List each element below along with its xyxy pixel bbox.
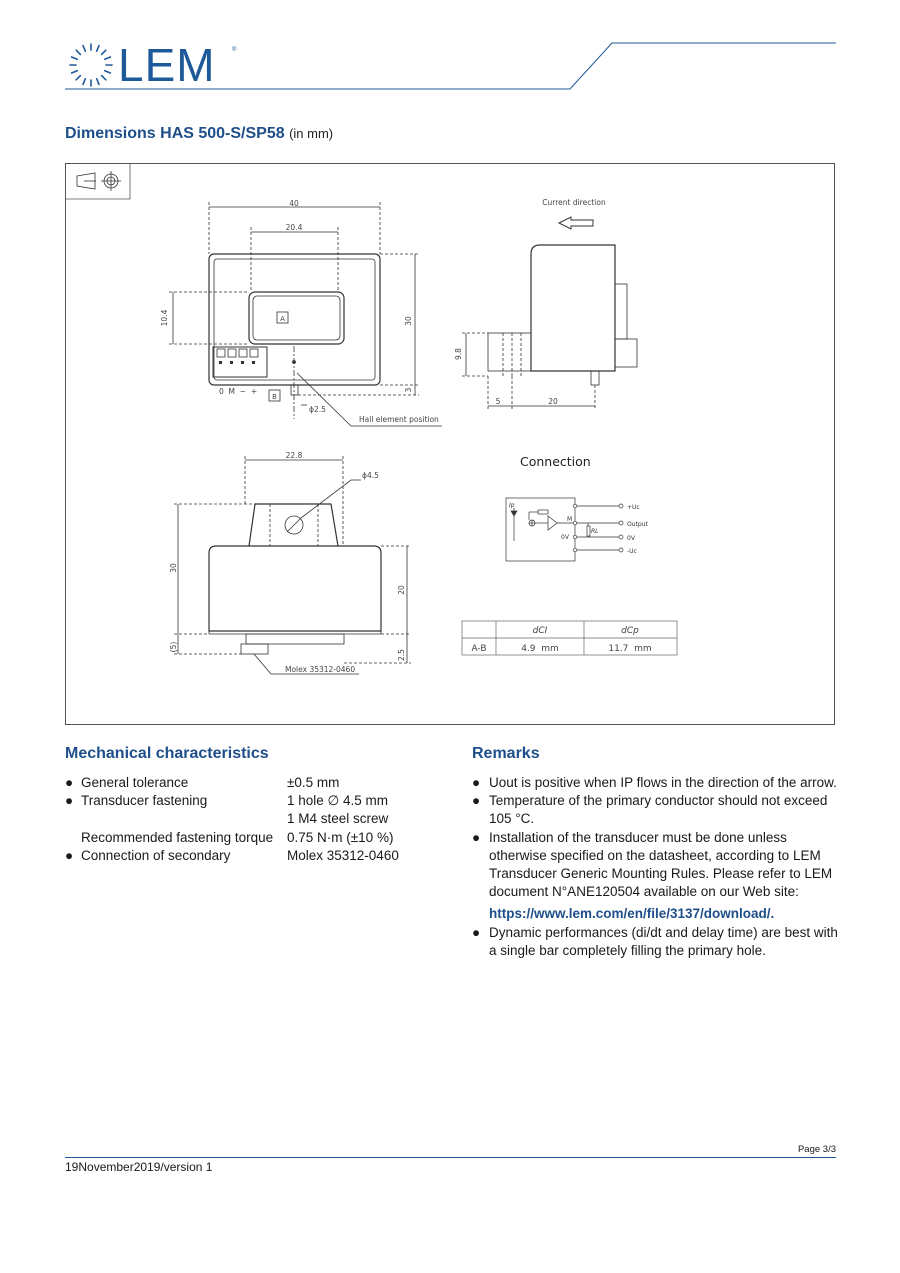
- mechanical-list: [65, 774, 445, 865]
- label-b: B: [272, 393, 277, 401]
- table-header-dcp: dCp: [621, 626, 639, 636]
- table-cell: A-B: [471, 644, 487, 654]
- remarks-heading: Remarks: [472, 745, 540, 762]
- remarks-list: [472, 774, 842, 960]
- drawing-svg: [66, 164, 836, 726]
- list-item: [65, 810, 445, 828]
- item-label: [81, 810, 287, 828]
- side-view: [462, 217, 637, 410]
- table-header-dci: dCI: [532, 626, 548, 636]
- remark-text: Installation of the transducer must be done unless otherwise specified on the datasheet, according to LEM Transducer Generic Mounting Rules. Please refer to LEM document N°ANE120504 available on our Web site:: [489, 829, 833, 900]
- item-value: 0.75 N·m (±10 %): [287, 829, 394, 845]
- dim-3: 3: [404, 387, 413, 393]
- dimension-drawing: [65, 163, 835, 725]
- dim-30: 30: [404, 316, 413, 326]
- list-item: [65, 847, 445, 865]
- dim-5-front: (5): [169, 641, 178, 653]
- logo-text: LEM: [118, 39, 216, 91]
- bullet: ●: [65, 775, 74, 790]
- page-number: Page 3/3: [797, 1144, 836, 1155]
- dim-2-5: 2.5: [397, 649, 406, 661]
- dim-phi-4-5: ϕ4.5: [362, 471, 379, 480]
- bullet: [65, 829, 81, 847]
- bullet: ●: [472, 924, 481, 940]
- dim-20-4: 20.4: [285, 223, 303, 232]
- dim-phi-2-5: ϕ2.5: [309, 405, 326, 414]
- item-label: Recommended fastening torque: [81, 829, 274, 845]
- bullet: ●: [472, 793, 481, 809]
- remark-text: Uout is positive when IP flows in the direction of the arrow.: [489, 775, 837, 790]
- bullet: ●: [472, 829, 481, 845]
- title-unit: (in mm): [289, 126, 334, 141]
- front-view: [174, 456, 411, 674]
- conn-output: Output: [627, 521, 648, 528]
- page-title: [65, 125, 333, 143]
- remark-text: Dynamic performances (di/dt and delay time) are best with a single bar completely filling the primary hole.: [489, 924, 838, 958]
- connection-title: Connection: [520, 454, 591, 469]
- item-value: 1 M4 steel screw: [287, 811, 389, 827]
- dim-10-4: 10.4: [160, 309, 169, 327]
- item-label: General tolerance: [81, 775, 189, 790]
- item-label: Connection of secondary: [81, 847, 231, 863]
- remark-text: Temperature of the primary conductor should not exceed 105 °C.: [489, 793, 828, 827]
- item-value: Molex 35312-0460: [287, 847, 399, 863]
- current-direction-label: Current direction: [542, 198, 606, 207]
- dim-30-front: 30: [169, 563, 178, 573]
- dim-40: 40: [289, 199, 299, 208]
- conn-rl: RL: [591, 528, 599, 535]
- item-value: ±0.5 mm: [287, 775, 340, 790]
- bullet: ●: [65, 793, 74, 809]
- logo-registered: ®: [232, 47, 237, 53]
- top-view: [169, 202, 442, 426]
- dim-22-8: 22.8: [285, 451, 303, 460]
- bullet: ●: [65, 847, 74, 863]
- connection-schematic: [506, 498, 623, 561]
- conn-0v-left: 0V: [561, 534, 569, 541]
- bullet: ●: [472, 775, 481, 790]
- conn-ip: Ip: [509, 502, 515, 509]
- dim-5: 5: [495, 397, 501, 406]
- hall-label: Hall element position: [359, 415, 439, 424]
- web-link[interactable]: https://www.lem.com/en/file/3137/download/.: [489, 906, 775, 922]
- projection-symbol-icon: [66, 164, 130, 199]
- pin-labels: 0 M − +: [219, 387, 258, 396]
- conn-0v: 0V: [627, 535, 635, 542]
- version-label: 19November2019/version 1: [65, 1160, 213, 1174]
- footer-rule: [65, 1157, 836, 1158]
- list-item: [472, 829, 842, 924]
- table-cell: 11.7 mm: [608, 644, 652, 654]
- list-item: [65, 792, 445, 810]
- list-item: [472, 924, 842, 960]
- list-item: [472, 792, 842, 828]
- bullet: [65, 810, 81, 828]
- molex-label: Molex 35312-0460: [285, 665, 356, 674]
- conn-uc-minus: -Uc: [627, 548, 637, 555]
- dim-20: 20: [548, 397, 558, 406]
- label-a: A: [280, 315, 285, 323]
- list-item: [65, 829, 445, 847]
- mechanical-heading: Mechanical characteristics: [65, 745, 269, 762]
- conn-uc-plus: +Uc: [627, 504, 640, 511]
- table-cell: 4.9 mm: [521, 644, 559, 654]
- dim-9-8: 9.8: [454, 348, 463, 360]
- item-label: Transducer fastening: [81, 793, 208, 809]
- list-item: [65, 774, 445, 792]
- title-main: Dimensions HAS 500-S/SP58: [65, 125, 285, 142]
- item-value: 1 hole ∅ 4.5 mm: [287, 793, 389, 809]
- list-item: [472, 774, 842, 792]
- sunburst-icon: [70, 44, 112, 86]
- conn-m: M: [567, 516, 573, 523]
- dim-20-front: 20: [397, 585, 406, 595]
